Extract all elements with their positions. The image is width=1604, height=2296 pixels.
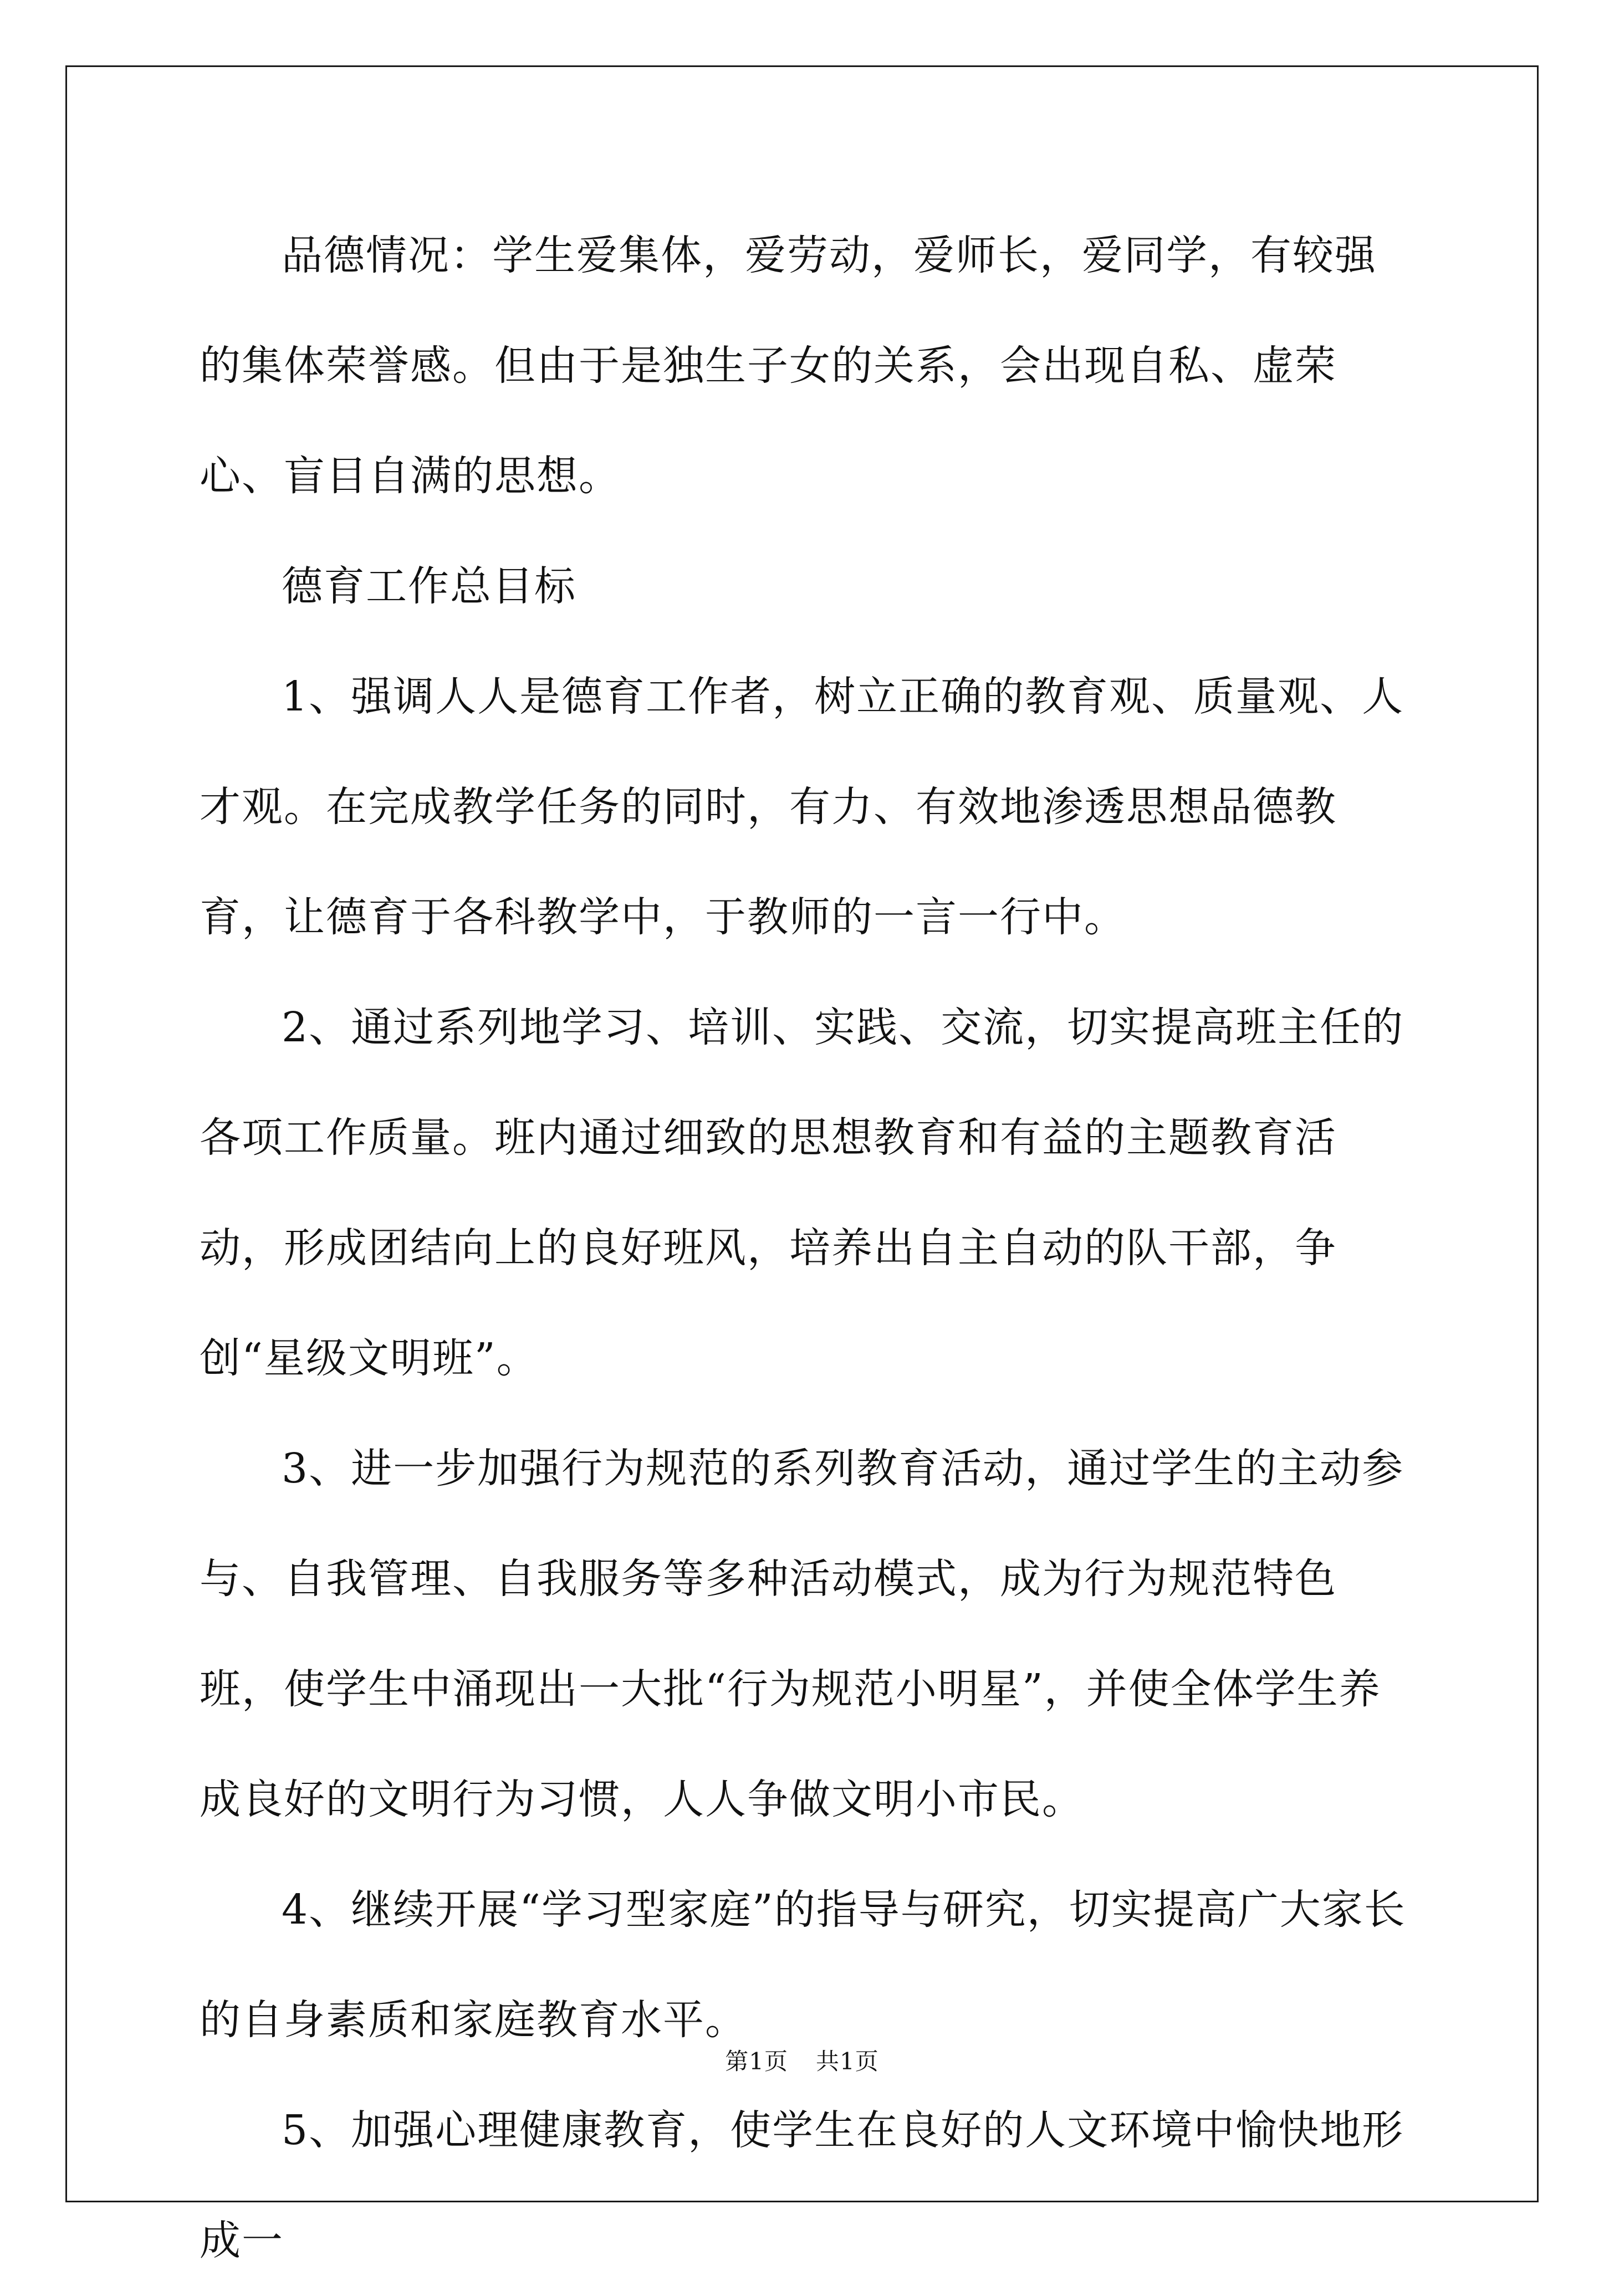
heading-moral-goals: 德育工作总目标 [282,563,576,610]
page-number-total: 共1页 [816,2048,879,2075]
document-body [200,201,1413,2296]
paragraph-goal-5: 5、加强心理健康教育，使学生在良好的人文环境中愉快地形成一 [200,2106,1404,2264]
page-number-current: 第1页 [725,2048,788,2075]
paragraph-goal-4: 4、继续开展“学习型家庭”的指导与研究，切实提高广大家长的自身素质和家庭教育水平。 [200,1886,1406,2044]
paragraph-goal-2: 2、通过系列地学习、培训、实践、交流，切实提高班主任的各项工作质量。班内通过细致的思想教育和有益的主题教育活动，形成团结向上的良好班风，培养出自主自动的队干部，争创“星级文明班”。 [200,1004,1404,1382]
page-footer [0,2045,1604,2078]
paragraph-goal-1: 1、强调人人是德育工作者，树立正确的教育观、质量观、人才观。在完成教学任务的同时，有力、有效地渗透思想品德教育，让德育于各科教学中，于教师的一言一行中。 [200,673,1404,941]
paragraph-goal-3: 3、进一步加强行为规范的系列教育活动，通过学生的主动参与、自我管理、自我服务等多种活动模式，成为行为规范特色班，使学生中涌现出一大批“行为规范小明星”，并使全体学生养成良好的文明行为习惯，人人争做文明小市民。 [200,1445,1404,1823]
paragraph-moral-status: 品德情况：学生爱集体，爱劳动，爱师长，爱同学，有较强的集体荣誉感。但由于是独生子女的关系，会出现自私、虚荣心、盲目自满的思想。 [200,232,1377,500]
